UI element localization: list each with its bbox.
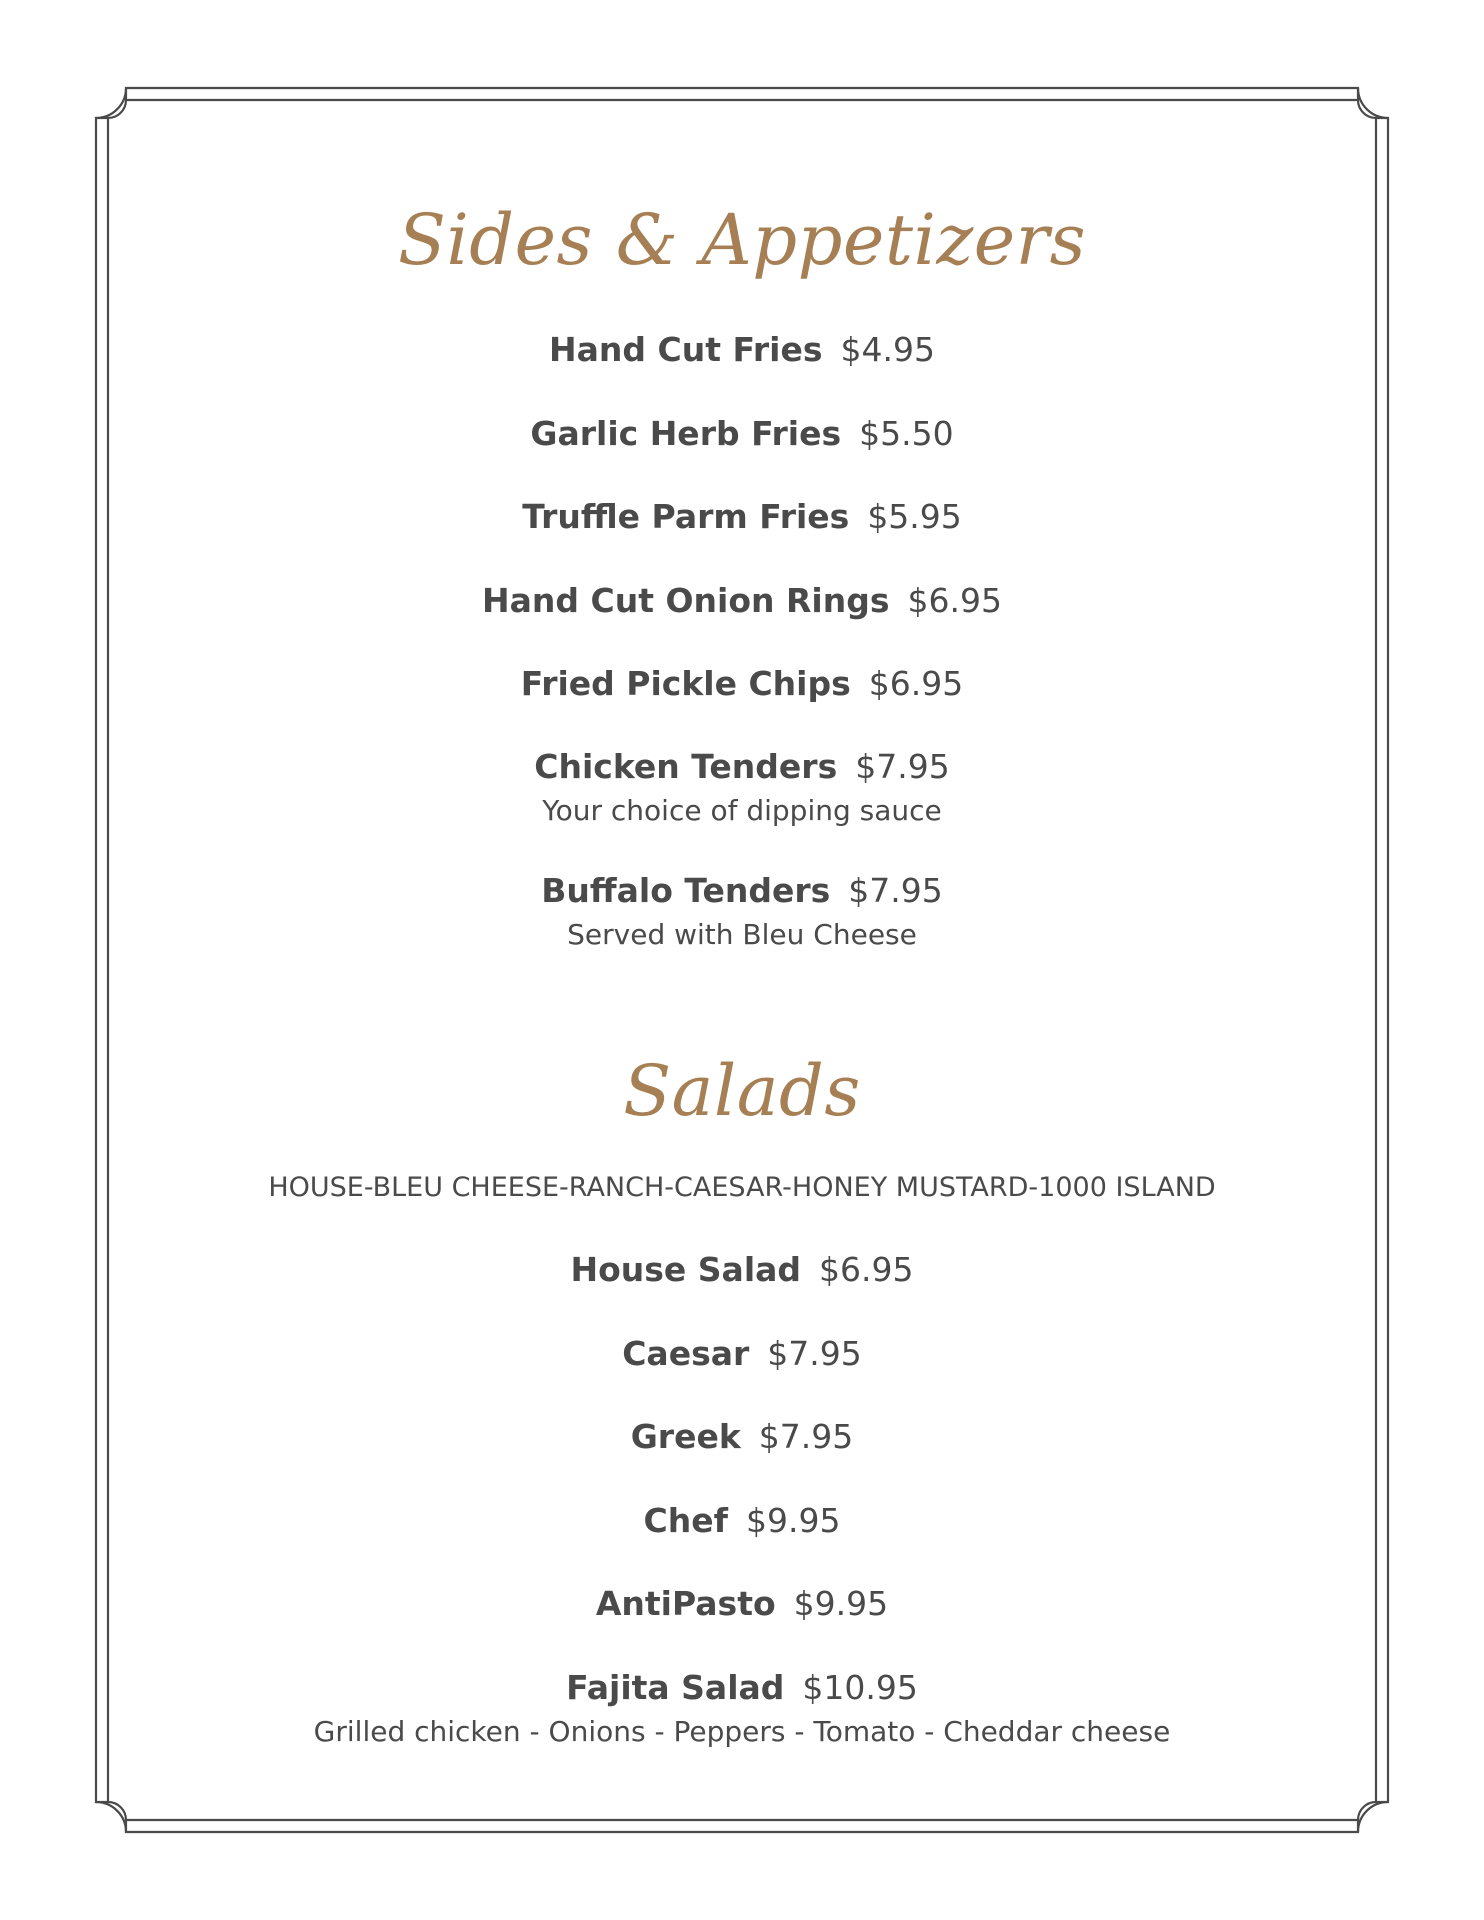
menu-item-truffle-parm-fries bbox=[0, 497, 1484, 537]
item-price: $4.95 bbox=[840, 330, 935, 369]
item-price: $6.95 bbox=[868, 664, 964, 703]
item-price: $7.95 bbox=[767, 1334, 862, 1373]
menu-item-greek bbox=[0, 1417, 1484, 1457]
item-price: $7.95 bbox=[848, 871, 943, 910]
item-price: $5.95 bbox=[867, 497, 962, 536]
item-name: Caesar bbox=[622, 1334, 750, 1373]
item-name: Garlic Herb Fries bbox=[530, 414, 842, 453]
item-name: AntiPasto bbox=[595, 1584, 776, 1623]
item-name: Truffle Parm Fries bbox=[522, 497, 850, 536]
item-name: Buffalo Tenders bbox=[541, 871, 831, 910]
item-name: Hand Cut Onion Rings bbox=[482, 581, 890, 620]
menu-item-fajita-salad bbox=[0, 1668, 1484, 1708]
item-description: Grilled chicken - Onions - Peppers - Tomato - Cheddar cheese bbox=[313, 1715, 1171, 1748]
item-description: Your choice of dipping sauce bbox=[542, 794, 942, 827]
menu-item-caesar bbox=[0, 1334, 1484, 1374]
item-price: $7.95 bbox=[758, 1417, 854, 1456]
item-name: Hand Cut Fries bbox=[549, 330, 823, 369]
menu-item-chef bbox=[0, 1501, 1484, 1541]
sides-heading: Sides & Appetizers bbox=[397, 199, 1087, 281]
salads-heading: Salads bbox=[623, 1050, 861, 1132]
menu-item-hand-cut-onion-rings bbox=[0, 581, 1484, 621]
item-price: $9.95 bbox=[793, 1584, 889, 1623]
item-price: $6.95 bbox=[819, 1250, 914, 1289]
menu-item-house-salad bbox=[0, 1250, 1484, 1290]
item-name: House Salad bbox=[570, 1250, 802, 1289]
item-price: $9.95 bbox=[745, 1501, 841, 1540]
menu-item-fried-pickle-chips bbox=[0, 664, 1484, 704]
item-price: $6.95 bbox=[907, 581, 1002, 620]
item-price: $5.50 bbox=[859, 414, 954, 453]
item-name: Greek bbox=[630, 1417, 741, 1456]
item-price: $7.95 bbox=[855, 747, 950, 786]
menu-item-garlic-herb-fries bbox=[0, 414, 1484, 454]
item-description: Served with Bleu Cheese bbox=[567, 918, 917, 951]
menu-item-hand-cut-fries bbox=[0, 330, 1484, 370]
menu-item-antipasto bbox=[0, 1584, 1484, 1624]
item-name: Fried Pickle Chips bbox=[520, 664, 851, 703]
item-name: Fajita Salad bbox=[566, 1668, 785, 1707]
menu-item-chicken-tenders bbox=[0, 747, 1484, 787]
item-name: Chef bbox=[643, 1501, 728, 1540]
item-price: $10.95 bbox=[802, 1668, 918, 1707]
dressing-options: HOUSE-BLEU CHEESE-RANCH-CAESAR-HONEY MUSTARD-1000 ISLAND bbox=[268, 1172, 1216, 1203]
item-name: Chicken Tenders bbox=[534, 747, 838, 786]
menu-item-buffalo-tenders bbox=[0, 871, 1484, 911]
